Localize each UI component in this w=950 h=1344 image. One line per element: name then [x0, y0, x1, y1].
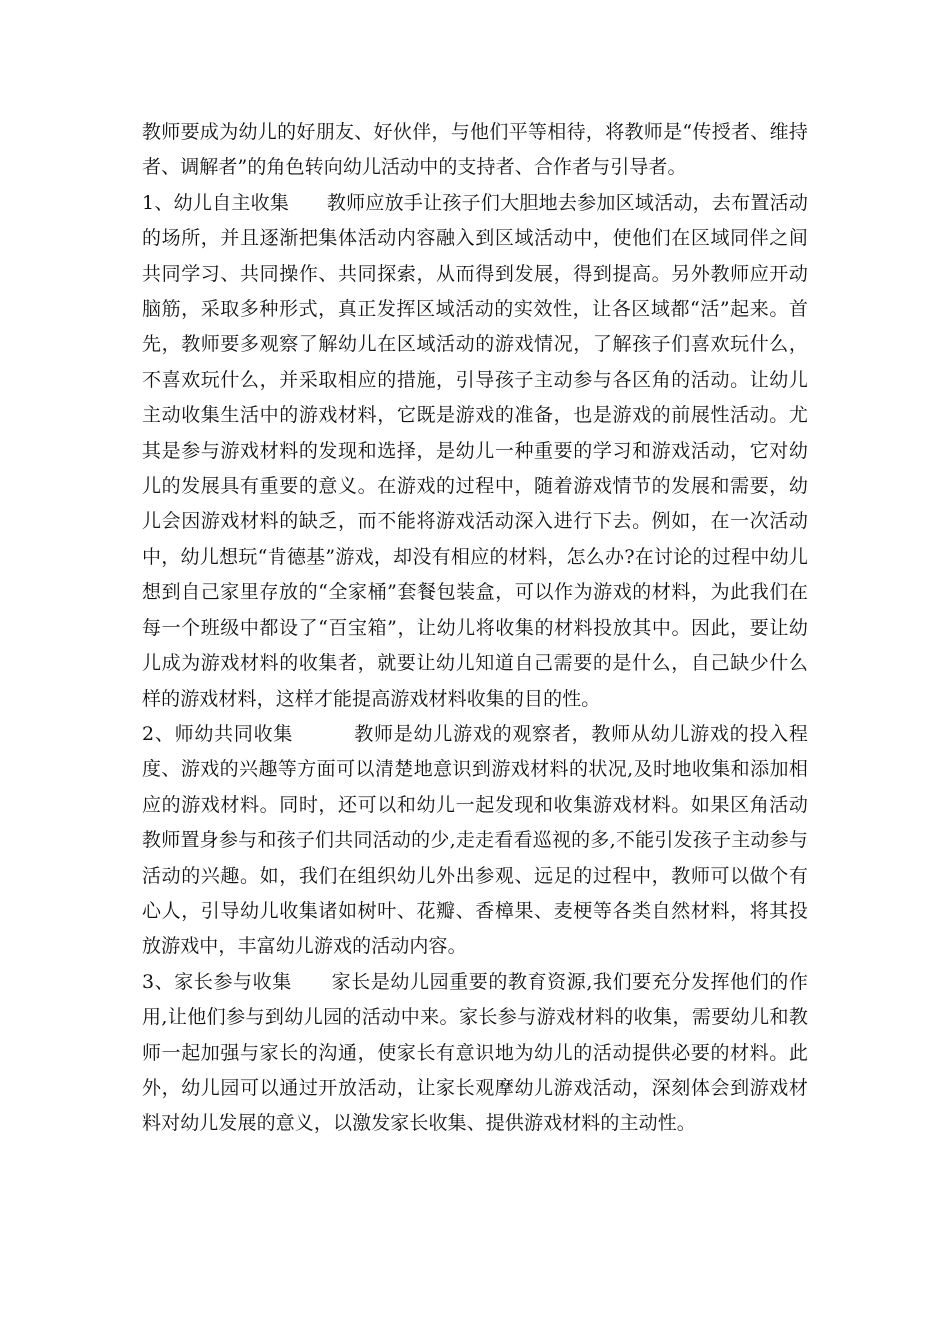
section-1-paragraph: [142, 186, 808, 717]
section-1-body: 教师应放手让孩子们大胆地去参加区域活动，去布置活动的场所，并且逐渐把集体活动内容融入到区域活动中，使他们在区域同伴之间共同学习、共同操作、共同探索，从而得到发展，得到提高。另外教师应开动脑筋，采取多种形式，真正发挥区域活动的实效性，让各区域都“活”起来。首先，教师要多观察了解幼儿在区域活动的游戏情况，了解孩子们喜欢玩什么，不喜欢玩什么，并采取相应的措施，引导孩子主动参与各区角的活动。让幼儿主动收集生活中的游戏材料，它既是游戏的准备，也是游戏的前展性活动。尤其是参与游戏材料的发现和选择，是幼儿一种重要的学习和游戏活动，它对幼儿的发展具有重要的意义。在游戏的过程中，随着游戏情节的发展和需要，幼儿会因游戏材料的缺乏，而不能将游戏活动深入进行下去。例如，在一次活动中，幼儿想玩“肯德基”游戏，却没有相应的材料，怎么办?在讨论的过程中幼儿想到自己家里存放的“全家桶”套餐包装盒，可以作为游戏的材料，为此我们在每一个班级中都设了“百宝箱”，让幼儿将收集的材料投放其中。因此，要让幼儿成为游戏材料的收集者，就要让幼儿知道自己需要的是什么，自己缺少什么样的游戏材料，这样才能提高游戏材料收集的目的性。: [142, 191, 808, 710]
section-1-spacer: [289, 192, 327, 214]
section-2-body: 教师是幼儿游戏的观察者，教师从幼儿游戏的投入程度、游戏的兴趣等方面可以清楚地意识到游戏材料的状况,及时地收集和添加相应的游戏材料。同时，还可以和幼儿一起发现和收集游戏材料。如果区角活动教师置身参与和孩子们共同活动的少,走走看看巡视的多,不能引发孩子主动参与活动的兴趣。如，我们在组织幼儿外出参观、远足的过程中，教师可以做个有心人，引导幼儿收集诸如树叶、花瓣、香樟果、麦梗等各类自然材料，将其投放游戏中，丰富幼儿游戏的活动内容。: [142, 722, 809, 958]
section-2-spacer: [293, 723, 354, 745]
section-3-body: 家长是幼儿园重要的教育资源,我们要充分发挥他们的作用,让他们参与到幼儿园的活动中来。家长参与游戏材料的收集，需要幼儿和教师一起加强与家长的沟通，使家长有意识地为幼儿的活动提供必要的材料。此外，幼儿园可以通过开放活动，让家长观摩幼儿游戏活动，深刻体会到游戏材料对幼儿发展的意义，以激发家长收集、提供游戏材料的主动性。: [142, 970, 809, 1135]
section-3-paragraph: [142, 965, 808, 1142]
section-2-heading: 2、师幼共同收集: [142, 722, 294, 745]
section-2-paragraph: [142, 717, 808, 965]
section-3-spacer: [292, 971, 332, 993]
intro-paragraph: 教师要成为幼儿的好朋友、好伙伴，与他们平等相待，将教师是“传授者、维持者、调解者”的角色转向幼儿活动中的支持者、合作者与引导者。: [142, 121, 808, 179]
section-3-heading: 3、家长参与收集: [142, 970, 292, 993]
section-1-heading: 1、幼儿自主收集: [142, 191, 290, 214]
document-body: [142, 115, 808, 1142]
